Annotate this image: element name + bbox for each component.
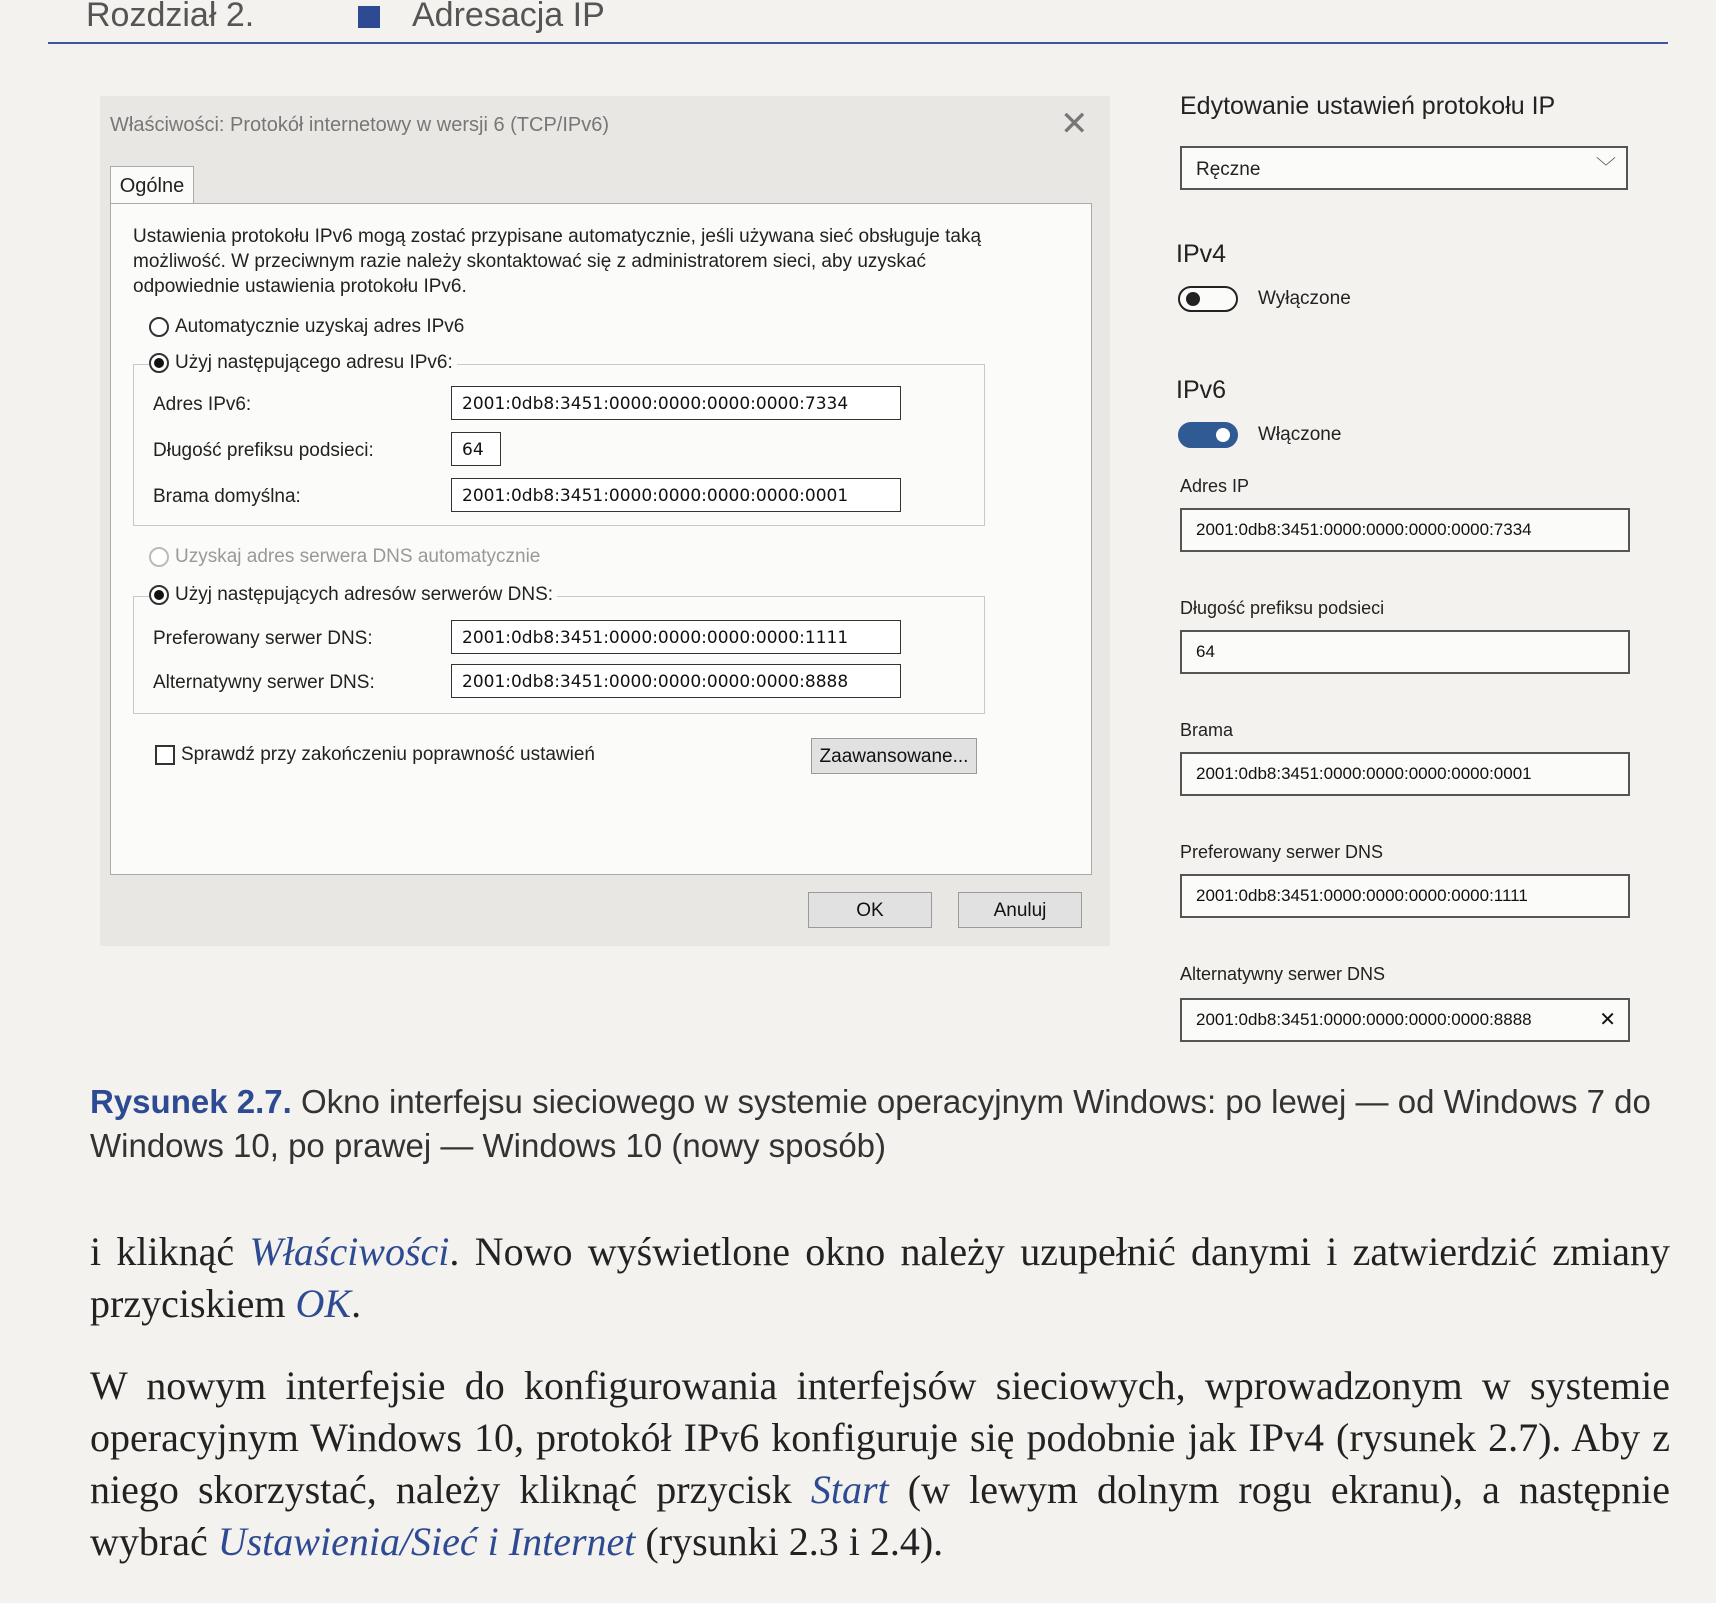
ipv4-state: Wyłączone — [1258, 288, 1351, 309]
close-icon[interactable]: ✕ — [1060, 105, 1089, 143]
prefix-length-input[interactable]: 64 — [451, 432, 501, 466]
prefix-length-label: Długość prefiksu podsieci: — [153, 440, 374, 461]
dialog-description: Ustawienia protokołu IPv6 mogą zostać przypisane automatycznie, jeśli używana sieć obsługuje taką możliwość. W przeciwnym razie należy skontaktować się z administratorem sieci, aby uzyskać odpowiednie ustawienia protokołu IPv6. — [133, 226, 982, 297]
radio-auto-ipv6-label: Automatycznie uzyskaj adres IPv6 — [175, 316, 465, 337]
ip-mode-value: Ręczne — [1196, 159, 1261, 180]
clear-icon[interactable]: ✕ — [1599, 1009, 1616, 1031]
alternate-dns-input[interactable] — [1180, 998, 1630, 1042]
settings-path-reference: Ustawienia/Sieć i Internet — [217, 1519, 636, 1564]
alternate-dns-value: 2001:0db8:3451:0000:0000:0000:0000:8888 — [1196, 1010, 1532, 1029]
default-gateway-input[interactable]: 2001:0db8:3451:0000:0000:0000:0000:0001 — [451, 478, 901, 512]
new-ip-settings-panel — [1170, 92, 1640, 1072]
ipv6-address-label: Adres IPv6: — [153, 394, 252, 415]
paragraph-text: i kliknąć — [90, 1229, 250, 1274]
ipv6-toggle[interactable] — [1178, 422, 1238, 448]
header-square-icon — [358, 6, 380, 28]
alternate-dns-label: Alternatywny serwer DNS: — [153, 672, 375, 693]
radio-selected-icon — [149, 585, 169, 605]
ipv6-properties-dialog — [100, 96, 1110, 946]
start-reference: Start — [810, 1467, 889, 1512]
paragraph-1 — [90, 1226, 1670, 1330]
alternate-dns-label: Alternatywny serwer DNS — [1180, 964, 1386, 984]
chapter-label: Rozdział 2. — [86, 0, 255, 34]
paragraph-text: (w lewym dolnym rogu ekranu), a następnie wybrać — [90, 1467, 1670, 1564]
gateway-input[interactable]: 2001:0db8:3451:0000:0000:0000:0000:0001 — [1180, 752, 1630, 796]
radio-manual-ipv6[interactable] — [149, 352, 457, 374]
radio-selected-icon — [149, 353, 169, 373]
radio-manual-dns-label: Użyj następujących adresów serwerów DNS: — [175, 584, 554, 605]
page-header — [48, 0, 1668, 44]
paragraph-2 — [90, 1360, 1670, 1568]
chapter-title: Adresacja IP — [412, 0, 605, 34]
ipv6-state: Włączone — [1258, 424, 1342, 445]
prefix-length-input[interactable]: 64 — [1180, 630, 1630, 674]
dialog-title: Właściwości: Protokół internetowy w wersji 6 (TCP/IPv6) — [110, 114, 610, 136]
paragraph-text: . Nowo wyświetlone okno należy uzupełnić danymi i zatwierdzić zmiany przyciskiem — [90, 1229, 1670, 1326]
chevron-down-icon: ﹀ — [1596, 157, 1616, 179]
preferred-dns-label: Preferowany serwer DNS: — [153, 628, 373, 649]
ip-address-label: Adres IP — [1180, 476, 1250, 496]
toggle-knob — [1216, 428, 1230, 442]
advanced-button[interactable]: Zaawansowane... — [811, 738, 977, 774]
radio-manual-dns[interactable] — [149, 584, 557, 606]
edit-ip-title: Edytowanie ustawień protokołu IP — [1180, 92, 1556, 120]
radio-auto-ipv6[interactable] — [149, 316, 464, 338]
radio-auto-dns-label: Uzyskaj adres serwera DNS automatycznie — [175, 546, 541, 567]
toggle-knob — [1186, 292, 1200, 306]
ip-address-input[interactable]: 2001:0db8:3451:0000:0000:0000:0000:7334 — [1180, 508, 1630, 552]
properties-link: Właściwości — [249, 1229, 450, 1274]
ok-button[interactable]: OK — [808, 892, 932, 928]
gateway-label: Brama — [1180, 720, 1234, 740]
cancel-button[interactable]: Anuluj — [958, 892, 1082, 928]
checkbox-icon — [155, 745, 175, 765]
validate-checkbox-label: Sprawdź przy zakończeniu poprawność ustawień — [181, 744, 595, 765]
default-gateway-label: Brama domyślna: — [153, 486, 301, 507]
paragraph-text: . — [351, 1281, 362, 1326]
ipv4-toggle[interactable] — [1178, 286, 1238, 312]
figure-caption-text: Okno interfejsu sieciowego w systemie operacyjnym Windows: po lewej — od Windows 7 do Windows 10, po prawej — Windows 10 (nowy sposób) — [90, 1083, 1651, 1164]
ipv6-address-input[interactable]: 2001:0db8:3451:0000:0000:0000:0000:7334 — [451, 386, 901, 420]
alternate-dns-input[interactable]: 2001:0db8:3451:0000:0000:0000:0000:8888 — [451, 664, 901, 698]
paragraph-text: W nowym interfejsie do konfigurowania interfejsów sieciowych, wprowadzonym w systemie operacyjnym Windows 10, protokół IPv6 konfiguruje się podobnie jak IPv4 (rysunek 2.7). Aby z niego skorzystać, należy kliknąć przycisk — [90, 1363, 1670, 1512]
ip-mode-select[interactable] — [1180, 146, 1628, 190]
tab-general[interactable]: Ogólne — [110, 166, 194, 205]
figure-caption — [90, 1080, 1670, 1168]
radio-circle-icon — [149, 317, 169, 337]
general-panel — [110, 203, 1092, 875]
preferred-dns-input[interactable]: 2001:0db8:3451:0000:0000:0000:0000:1111 — [451, 620, 901, 654]
radio-disabled-icon — [149, 547, 169, 567]
figure-label: Rysunek 2.7. — [90, 1083, 292, 1120]
paragraph-text: (rysunki 2.3 i 2.4). — [635, 1519, 944, 1564]
preferred-dns-input[interactable]: 2001:0db8:3451:0000:0000:0000:0000:1111 — [1180, 874, 1630, 918]
ok-reference: OK — [295, 1281, 352, 1326]
ipv6-heading: IPv6 — [1176, 376, 1227, 404]
prefix-length-label: Długość prefiksu podsieci — [1180, 598, 1385, 618]
validate-checkbox[interactable] — [155, 744, 595, 766]
radio-auto-dns[interactable] — [149, 546, 540, 568]
radio-manual-ipv6-label: Użyj następującego adresu IPv6: — [175, 352, 453, 373]
preferred-dns-label: Preferowany serwer DNS — [1180, 842, 1384, 862]
ipv4-heading: IPv4 — [1176, 240, 1227, 268]
